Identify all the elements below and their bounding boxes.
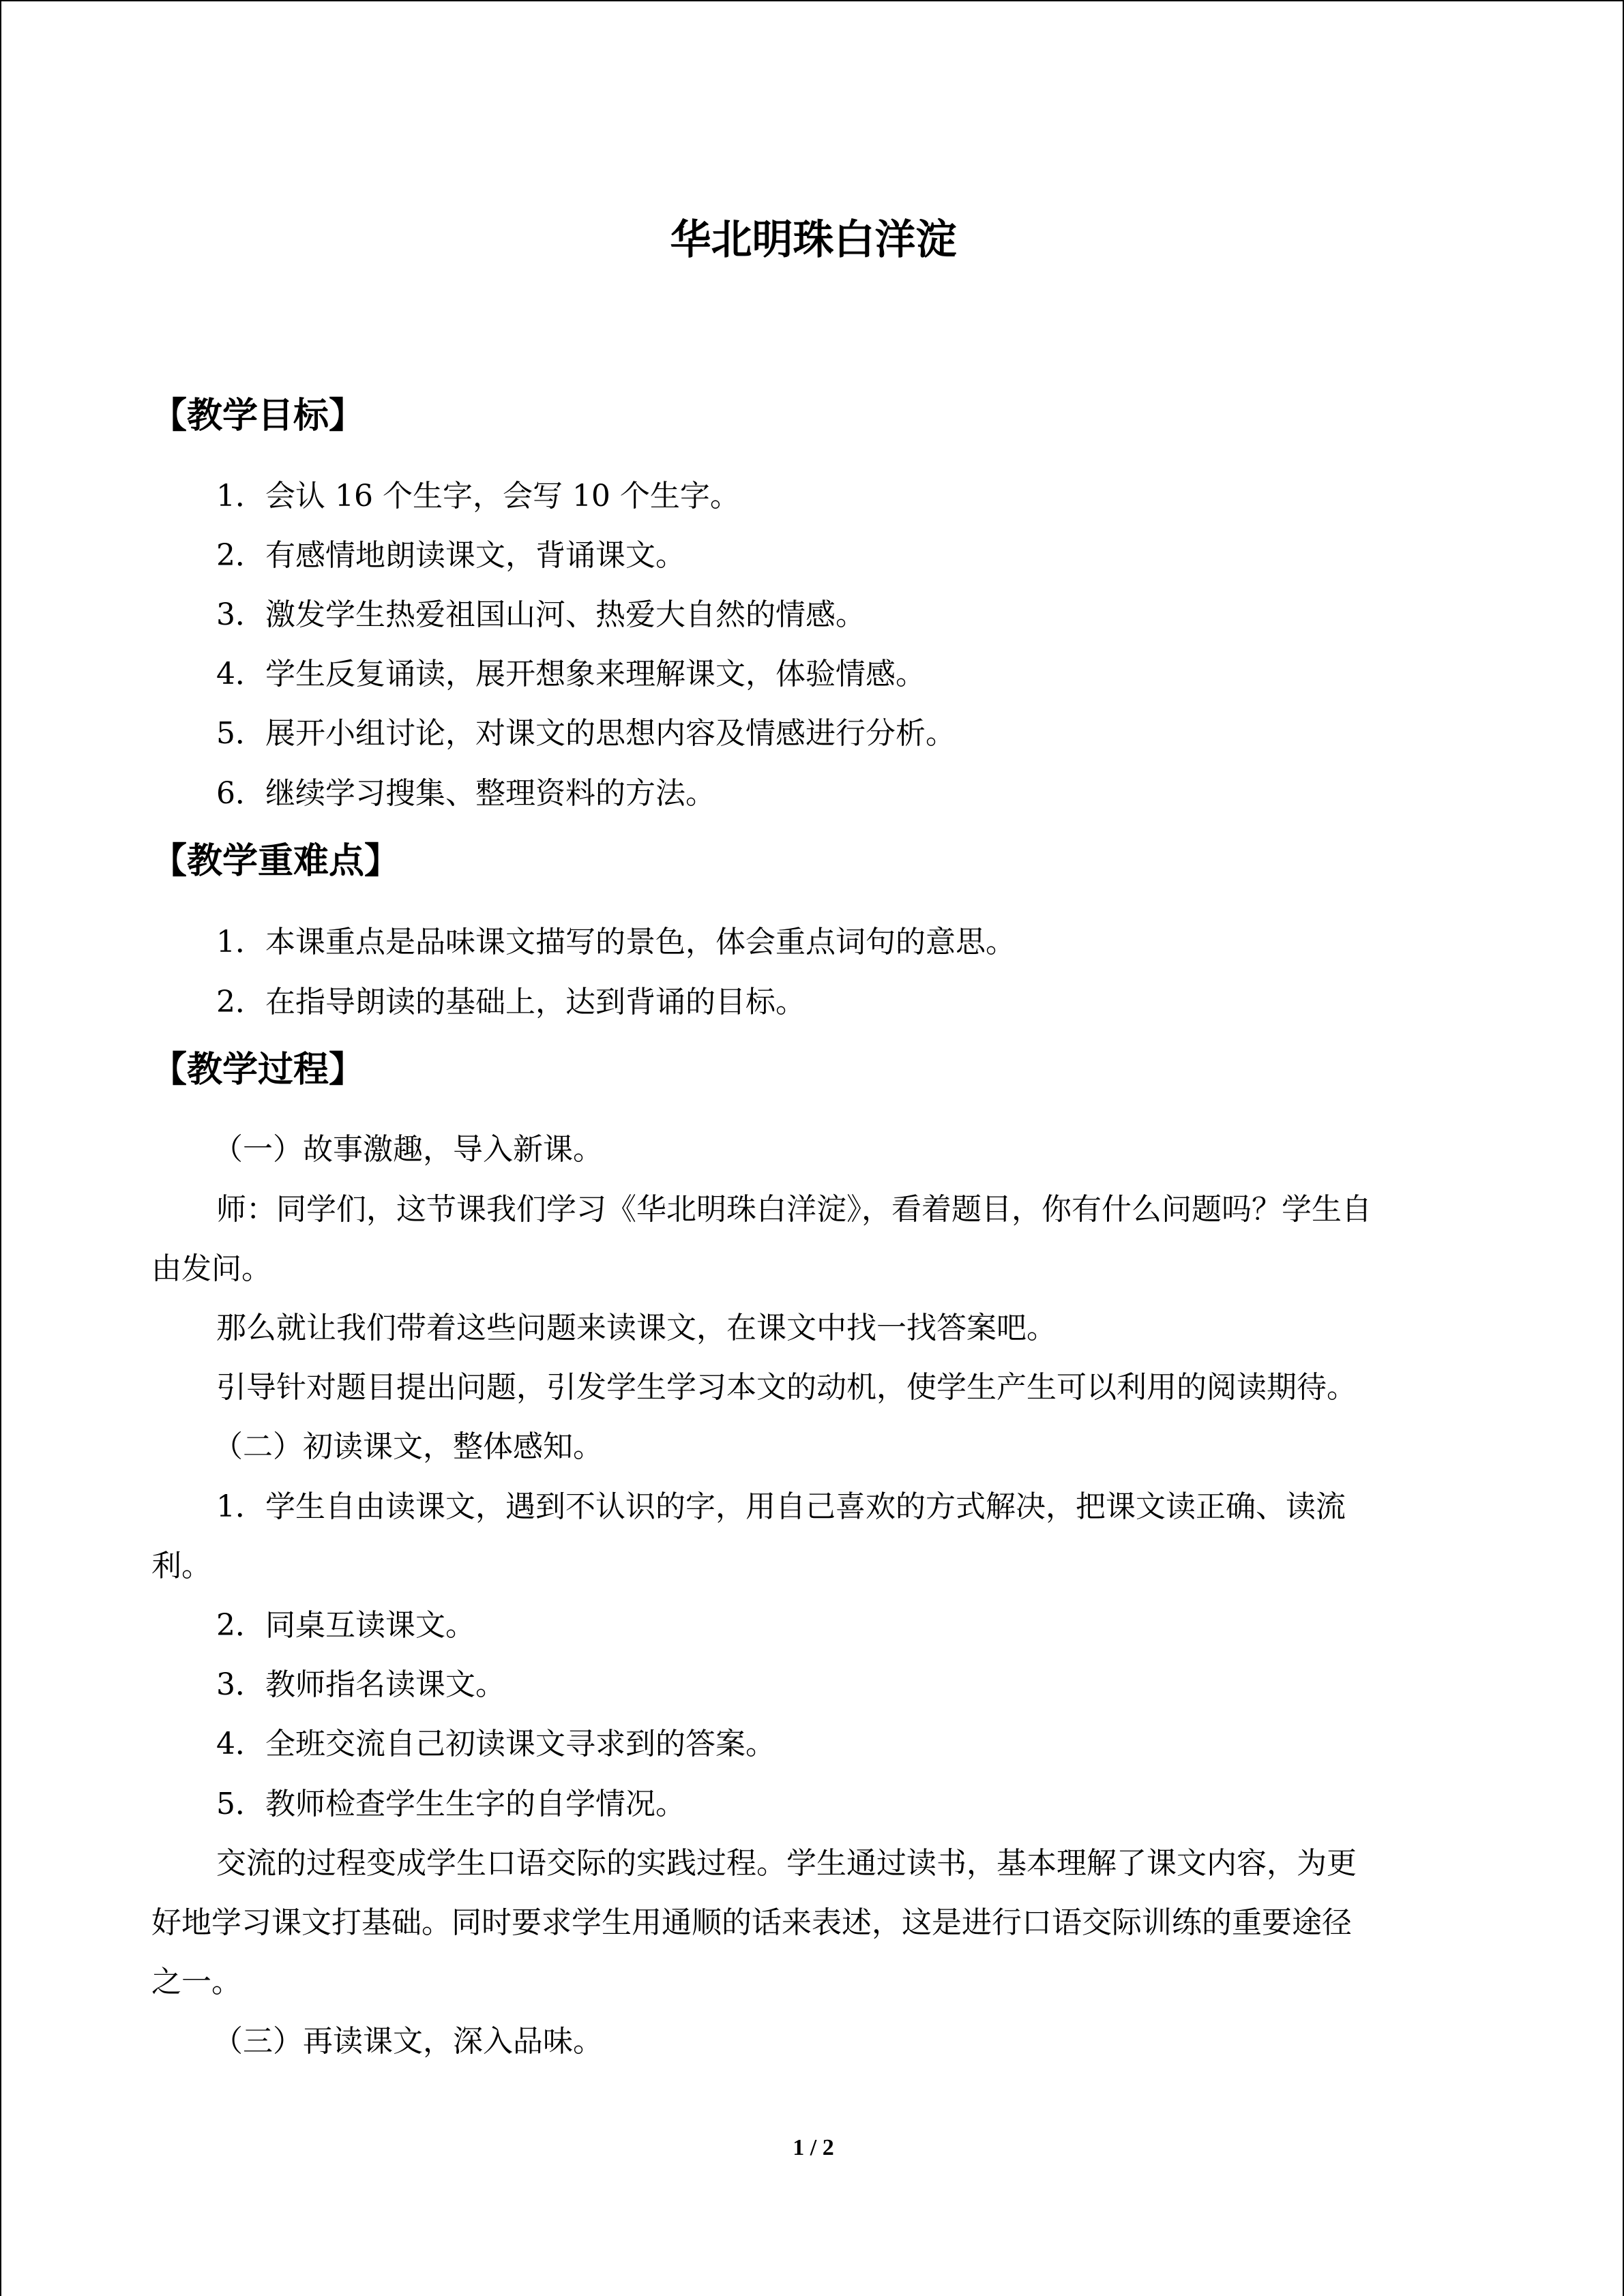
objective-item: 4．学生反复诵读，展开想象来理解课文，体验情感。 bbox=[216, 657, 926, 691]
paragraph-line: 1．学生自由读课文，遇到不认识的字，用自己喜欢的方式解决，把课文读正确、读流 bbox=[216, 1489, 1346, 1524]
paragraph-line: 好地学习课文打基础。同时要求学生用通顺的话来表述，这是进行口语交际训练的重要途径 bbox=[151, 1905, 1352, 1940]
paragraph-line: 3．教师指名读课文。 bbox=[216, 1667, 505, 1702]
process-part-title: （二）初读课文，整体感知。 bbox=[213, 1429, 603, 1464]
key-point-item: 2．在指导朗读的基础上，达到背诵的目标。 bbox=[216, 985, 806, 1019]
paragraph-line: 2．同桌互读课文。 bbox=[216, 1608, 475, 1643]
paragraph-line: 引导针对题目提出问题，引发学生学习本文的动机，使学生产生可以利用的阅读期待。 bbox=[216, 1370, 1357, 1405]
key-point-item: 1．本课重点是品味课文描写的景色，体会重点词句的意思。 bbox=[216, 925, 1016, 959]
objective-item: 1．会认 16 个生字，会写 10 个生字。 bbox=[216, 479, 740, 513]
objective-item: 3．激发学生热爱祖国山河、热爱大自然的情感。 bbox=[216, 597, 866, 632]
section-heading-key-points: 【教学重难点】 bbox=[151, 841, 400, 882]
paragraph-line: 交流的过程变成学生口语交际的实践过程。学生通过读书，基本理解了课文内容，为更 bbox=[216, 1846, 1357, 1881]
process-part-title: （一）故事激趣，导入新课。 bbox=[213, 1132, 603, 1167]
paragraph-line: 4．全班交流自己初读课文寻求到的答案。 bbox=[216, 1727, 776, 1761]
objective-item: 6．继续学习搜集、整理资料的方法。 bbox=[216, 776, 715, 811]
section-heading-objectives: 【教学目标】 bbox=[151, 396, 365, 436]
objective-item: 2．有感情地朗读课文，背诵课文。 bbox=[216, 538, 685, 573]
paragraph-line: 之一。 bbox=[151, 1965, 241, 1999]
section-heading-process: 【教学过程】 bbox=[151, 1049, 365, 1090]
paragraph-line: 那么就让我们带着这些问题来读课文，在课文中找一找答案吧。 bbox=[216, 1311, 1057, 1345]
page-number: 1 / 2 bbox=[793, 2135, 834, 2160]
objective-item: 5．展开小组讨论，对课文的思想内容及情感进行分析。 bbox=[216, 716, 956, 751]
paragraph-line: 师：同学们，这节课我们学习《华北明珠白洋淀》，看着题目，你有什么问题吗？学生自 bbox=[216, 1192, 1372, 1227]
paragraph-line: 由发问。 bbox=[151, 1251, 271, 1286]
paragraph-line: 5．教师检查学生生字的自学情况。 bbox=[216, 1787, 685, 1821]
page-title: 华北明珠白洋淀 bbox=[670, 216, 957, 264]
paragraph-line: 利。 bbox=[151, 1549, 211, 1583]
process-part-title: （三）再读课文，深入品味。 bbox=[213, 2024, 603, 2059]
